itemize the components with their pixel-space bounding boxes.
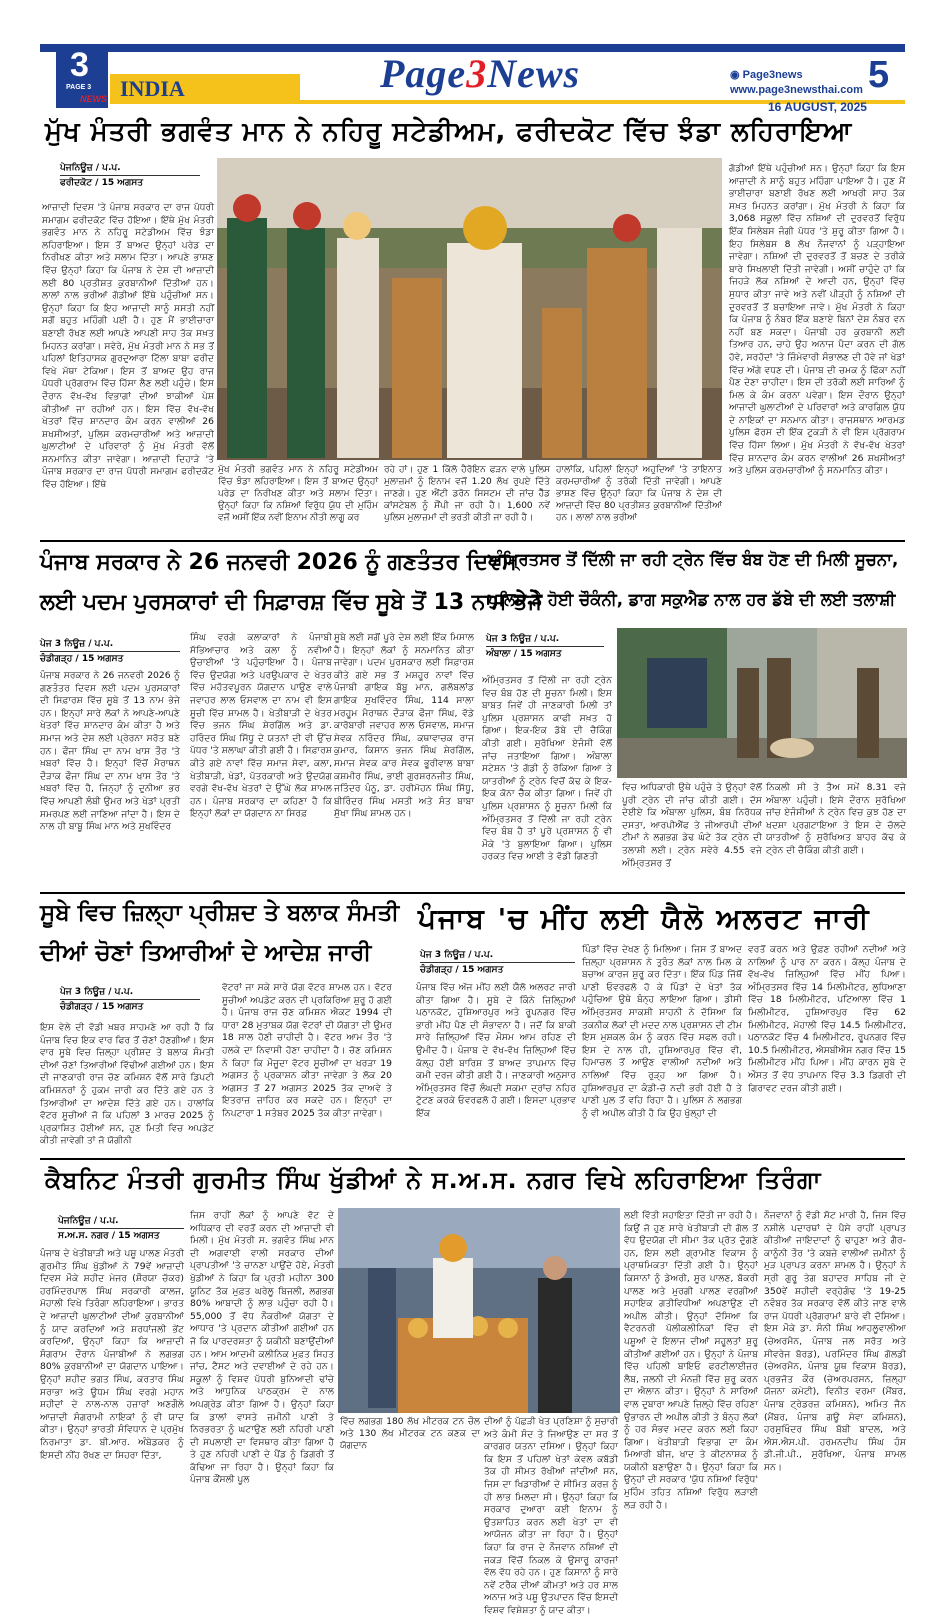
- logo-number: 3: [70, 46, 89, 84]
- story2-byline: [40, 637, 180, 666]
- story6-byline: [58, 1214, 184, 1243]
- story2-column-3: ਸੂਬੇ ਲਈ ਸਗੋਂ ਪੂਰੇ ਦੇਸ਼ ਲਈ ਇੱਕ ਮਿਸਾਲ ਹੈ। ਇਨ੍ਹਾਂ ਲੋਕਾਂ ਨੂੰ ਸਨਮਾਨਿਤ ਕੀਤਾ ਜਾਵੇਗਾ। ਪਦਮ ਪੁਰਸਕਾਰ ਲਈ ਸਿਫ਼ਾਰਸ਼ ਕੀਤੇ ਗਏ ਸਭ ਤੋਂ ਮਸ਼ਹੂਰ ਨਾਵਾਂ ਵਿੱਚ ਪੰਜਾਬੀ ਗਾਇਕ ਬੱਬੂ ਮਾਨ, ਗਲੋਬਲਾਂਡ ਗਾਇਕ ਸੁਖਵਿੰਦਰ ਸਿੰਘ, 114 ਸਾਲਾ ਮਰਹੂਮ ਮੈਰਾਥਨ ਦੌੜਾਕ ਫੌਜਾ ਸਿੰਘ, ਵੱਡੇ ਕਾਰੋਬਾਰੀ ਜਵਾਹਰ ਲਾਲ ਓਸਵਾਲ, ਸਮਾਜ ਸੇਵਕ ਨਰਿੰਦਰ ਸਿੰਘ, ਕਥਾਵਾਚਕ ਰਾਜ ਕੁਮਾਰ, ਕਿਸਾਨ ਭਜਨ ਸਿੰਘ ਸ਼ੇਰਗਿੱਲ, ਸਮਾਜ ਸੇਵਕ ਕਾਰ ਸੇਵਕ ਭੂਰੀਵਾਲ ਬਾਬਾ ਕਸ਼ਮੀਰ ਸਿੰਘ, ਭਾਈ ਗੁਰਸ਼ਰਨਜੀਤ ਸਿੰਘ, ਜਤਿੰਦਰ ਪੰਨੂ, ਡਾ. ਹਰੀਮੋਹਨ ਸਿੰਘ ਸਿੱਧੂ, ਬੀਰਿੰਦਰ ਸਿੰਘ ਮਸਤੀ ਅਤੇ ਸੰਤ ਬਾਬਾ ਸੁੱਖਾ ਸਿੰਘ ਸ਼ਾਮਲ ਹਨ।: [334, 632, 474, 820]
- social-handle-text: Page3news: [742, 69, 803, 81]
- byline-source: ਪੇਜ 3 ਨਿਊਜ਼ / ਪ.ਪ.: [486, 634, 560, 644]
- story5-column-1: ਪੰਜਾਬ ਵਿੱਚ ਅੱਜ ਮੀਂਹ ਲਈ ਯੈਲੋ ਅਲਰਟ ਜਾਰੀ ਕੀਤਾ ਗਿਆ ਹੈ। ਸੂਬੇ ਦੇ ਕਿੰਨੇ ਜ਼ਿਲ੍ਹਿਆਂ ਪਠਾਨਕੋਟ, ਹੁਸ਼ਿਆਰਪੁਰ ਅਤੇ ਰੂਪਨਗਰ ਵਿੱਚ ਭਾਰੀ ਮੀਂਹ ਪੈਣ ਦੀ ਸੰਭਾਵਨਾ ਹੈ। ਜਦੋਂ ਕਿ ਬਾਕੀ ਸਾਰੇ ਜ਼ਿਲ੍ਹਿਆਂ ਵਿੱਚ ਮੌਸਮ ਆਮ ਰਹਿਣ ਦੀ ਉਮੀਦ ਹੈ। ਪੰਜਾਬ ਦੇ ਵੱਖ-ਵੱਖ ਜ਼ਿਲ੍ਹਿਆਂ ਵਿੱਚ ਕੱਲ੍ਹ ਹੋਈ ਬਾਰਿਸ਼ ਤੋਂ ਬਾਅਦ ਤਾਪਮਾਨ ਵਿੱਚ ਕਮੀ ਦਰਜ ਕੀਤੀ ਗਈ ਹੈ। ਜਾਣਕਾਰੀ ਅਨੁਸਾਰ ਅੰਮ੍ਰਿਤਸਰ ਵਿੱਚੋਂ ਲੰਘਦੀ ਸਕਮਾ ਦ੍ਰਾਂਚ ਨਹਿਰ ਟੁੱਟਣ ਕਰਕੇ ਓਵਰਫਲੋ ਹੋ ਗਈ। ਇਸਦਾ ਪ੍ਰਭਾਵ ਇੱਕ: [416, 982, 576, 1119]
- story4-column-2: ਵੋਟਰਾਂ ਜਾ ਸਕੇ ਸਾਰੇ ਯੋਗ ਵੋਟਰ ਸ਼ਾਮਲ ਹਨ। ਵੋਟਰ ਸੂਚੀਆਂ ਅਪਡੇਟ ਕਰਨ ਦੀ ਪ੍ਰਕਿਰਿਆ ਸ਼ੁਰੂ ਹੋ ਗਈ ਹੈ। ਪੰਜਾਬ ਰਾਜ ਚੋਣ ਕਮਿਸ਼ਨ ਐਕਟ 1994 ਦੀ ਧਾਰਾ 28 ਮੁਤਾਬਕ ਯੋਗ ਵੋਟਰਾਂ ਦੀ ਯੋਗਤਾ ਦੀ ਉਮਰ 18 ਸਾਲ ਹੋਣੀ ਚਾਹੀਦੀ ਹੈ। ਵੋਟਰ ਆਮ ਤੌਰ 'ਤੇ ਹਲਕੇ ਦਾ ਨਿਵਾਸੀ ਹੋਣਾ ਚਾਹੀਦਾ ਹੈ। ਚੋਣ ਕਮਿਸ਼ਨ ਨੇ ਕਿਹਾ ਕਿ ਮੌਜੂਦਾ ਵੋਟਰ ਸੂਚੀਆਂ ਦਾ ਖਰੜਾ 19 ਅਗਸਤ ਨੂੰ ਪ੍ਰਕਾਸ਼ਨ ਕੀਤਾ ਜਾਵੇਗਾ ਤੇ ਲੋਕ 20 ਅਗਸਤ ਤੋਂ 27 ਅਗਸਤ 2025 ਤੱਕ ਦਾਅਵੇ ਤੇ ਇਤਰਾਜ਼ ਜ਼ਾਹਿਰ ਕਰ ਸਕਦੇ ਹਨ। ਇਨ੍ਹਾਂ ਦਾ ਨਿਪਟਾਰਾ 1 ਸਤੰਬਰ 2025 ਤੱਕ ਕੀਤਾ ਜਾਵੇਗਾ।: [222, 982, 392, 1119]
- byline-place: ਚੰਡੀਗੜ੍ਹ / 15 ਅਗਸਤ: [420, 962, 575, 977]
- brand-number: 3: [466, 51, 488, 96]
- logo-text: PAGE 3: [66, 84, 92, 91]
- divider: [40, 1158, 905, 1160]
- logo-news: NEWS: [80, 94, 107, 104]
- story3-column-2: ਵਿਚ ਅਧਿਕਾਰੀ ਉਥੇ ਪਹੁੰਚੇ ਤੇ ਉਨ੍ਹਾਂ ਵੱਲੋਂ ਪੂਰੀ ਟ੍ਰੇਨ ਦੀ ਜਾਂਚ ਕੀਤੀ ਗਈ। ਦੱਸ ਦੇਈਏ ਕਿ ਅੰਬਾਲਾ ਪੁਲਿਸ, ਬੰਬ ਨਿਰੋਧਕ ਦਸਤਾ, ਆਰਪੀਐੱਫ ਤੇ ਜੀਆਰਪੀ ਦੀਆਂ ਟੀਮਾਂ ਨੇ ਲਗਭਗ ਡੇਢ ਘੰਟੇ ਤੱਕ ਟ੍ਰੇਨ ਦੀ ਤਲਾਸ਼ੀ ਲਈ। ਟ੍ਰੇਨ ਸਵੇਰੇ 4.55 ਵਜੇ ਅੰਮ੍ਰਿਤਸਰ ਤੋਂ: [622, 782, 762, 869]
- story6-column-4: ਲਈ ਵਿੱਤੀ ਸਹਾਇਤਾ ਦਿੱਤੀ ਜਾ ਰਹੀ ਹੈ। ਕਿਉਂ ਜੋ ਹੁਣ ਸਾਰੇ ਖੇਤੀਬਾੜੀ ਦੀ ਗੱਲ ਤੋਂ ਵੱਧ ਉਦਯੋਗ ਦੀ ਸੀਮਾ ਤੱਕ ਪ੍ਰੋਤ ਦੁੱਗਣੇ ਹਨ, ਇਸ ਲਈ ਗ੍ਰਾਮੀਣ ਵਿਕਾਸ ਨੂੰ ਪ੍ਰਾਥਮਿਕਤਾ ਦਿੱਤੀ ਗਈ ਹੈ। ਉਨ੍ਹਾਂ ਕਿਸਾਨਾਂ ਨੂੰ ਡੇਅਰੀ, ਸੂਰ ਪਾਲਣ, ਬੱਕਰੀ ਪਾਲਣ ਅਤੇ ਮੁਰਗੀ ਪਾਲਣ ਵਰਗੀਆਂ ਸਹਾਇਕ ਗਤੀਵਿਧੀਆਂ ਅਪਣਾਉਣ ਦੀ ਅਪੀਲ ਕੀਤੀ। ਉਨ੍ਹਾਂ ਦੱਸਿਆ ਕਿ ਵੈਟਰਨਰੀ ਪੋਲੀਕਲੀਨਿਕਾਂ ਵਿੱਚ ਵੀ ਪਸ਼ੂਆਂ ਦੇ ਇਲਾਜ ਦੀਆਂ ਸਹੂਲਤਾਂ ਸ਼ੁਰੂ ਕੀਤੀਆਂ ਗਈਆਂ ਹਨ। ਉਨ੍ਹਾਂ ਨੇ ਪੰਜਾਬ ਵਿੱਚ ਪਹਿਲੀ ਬਾਇਓ ਫਰਟੀਲਾਈਜ਼ਰ ਲੈਬ, ਜਲਨੀ ਦੀ ਮੰਨਜ਼ੀ ਵਿੱਚ ਸ਼ੁਰੂ ਕਰਨ ਦਾ ਐਲਾਨ ਕੀਤਾ। ਉਨ੍ਹਾਂ ਨੇ ਸਾਰਿਆਂ ਵਾਲ ਦੁਬਾਰਾ ਆਪਣੇ ਜ਼ਿਲ੍ਹੇ ਵਿੱਚ ਰਹਿਣਾ ਉਭਾਰਨ ਦੀ ਅਪੀਲ ਕੀਤੀ ਤੇ ਬੰਨ੍ਹ ਲੋਕਾਂ ਨੂੰ ਹਰ ਸੰਭਵ ਮਦਦ ਕਰਨ ਲਈ ਕਿਹਾ ਗਿਆ। ਖੇਤੀਬਾੜੀ ਵਿਭਾਗ ਦਾ ਕੰਮ ਮਿਆਰੀ ਬੀਜ, ਖਾਦ ਤੇ ਕੀਟਨਾਸ਼ਕ ਨੂੰ ਯਕੀਨੀ ਬਣਾਉਣਾ ਹੈ। ਉਨ੍ਹਾਂ ਕਿਹਾ ਕਿ ਉਨ੍ਹਾਂ ਦੀ ਸਰਕਾਰ 'ਯੁੱਧ ਨਸ਼ਿਆਂ ਵਿਰੁੱਧ' ਮੁਹਿੰਮ ਤਹਿਤ ਨਸ਼ਿਆਂ ਵਿਰੁੱਧ ਲੜਾਈ ਲੜ ਰਹੀ ਹੈ।: [624, 1210, 758, 1511]
- story5-column-3: ਵਰਤੋਂ ਕਰਨ ਅਤੇ ਉਫ਼ਣ ਰਹੀਆਂ ਨਦੀਆਂ ਅਤੇ ਨਾਲਿਆਂ ਨੂੰ ਪਾਰ ਨਾ ਕਰਨ। ਕੱਲ੍ਹ ਪੰਜਾਬ ਦੇ ਵੱਖ-ਵੱਖ ਜ਼ਿਲ੍ਹਿਆਂ ਵਿੱਚ ਮੀਂਹ ਪਿਆ। ਅੰਮ੍ਰਿਤਸਰ ਵਿੱਚ 14 ਮਿਲੀਮੀਟਰ, ਲੁਧਿਆਣਾ ਵਿੱਚ 18 ਮਿਲੀਮੀਟਰ, ਪਟਿਆਲਾ ਵਿੱਚ 1 ਮਿਲੀਮੀਟਰ, ਹੁਸ਼ਿਆਰਪੁਰ ਵਿੱਚ 62 ਮਿਲੀਮੀਟਰ, ਮੋਹਾਲੀ ਵਿੱਚ 14.5 ਮਿਲੀਮੀਟਰ, ਪਠਾਨਕੋਟ ਵਿੱਚ 4 ਮਿਲੀਮੀਟਰ, ਰੂਪਨਗਰ ਵਿੱਚ 10.5 ਮਿਲੀਮੀਟਰ, ਐਸਬੀਐਸ ਨਗਰ ਵਿੱਚ 15 ਮਿਲੀਮੀਟਰ ਮੀਂਹ ਪਿਆ। ਮੀਂਹ ਕਾਰਨ ਸੂਬੇ ਦੇ ਔਸਤ ਤੋਂ ਵੱਧ ਤਾਪਮਾਨ ਵਿੱਚ 3.3 ਡਿਗਰੀ ਦੀ ਗਿਰਾਵਟ ਦਰਜ ਕੀਤੀ ਗਈ।: [748, 944, 906, 1094]
- story3-column-1: ਅੰਮ੍ਰਿਤਸਰ ਤੋਂ ਦਿੱਲੀ ਜਾ ਰਹੀ ਟ੍ਰੇਨ ਵਿਚ ਬੰਬ ਹੋਣ ਦੀ ਸੂਚਨਾ ਮਿਲੀ। ਇਸ ਬਾਬਤ ਜਿਵੇਂ ਹੀ ਜਾਣਕਾਰੀ ਮਿਲੀ ਤਾਂ ਪੁਲਿਸ ਪ੍ਰਸ਼ਾਸਨ ਕਾਫੀ ਸਖ਼ਤ ਹੋ ਗਿਆ। ਇਕ-ਇਕ ਡੱਬੇ ਦੀ ਚੈਕਿੰਗ ਕੀਤੀ ਗਈ। ਸੁਰੱਖਿਆ ਏਜੰਸੀ ਵੱਲੋਂ ਜਾਂਚ ਜਤਾਇਆ ਗਿਆ। ਅੰਬਾਲਾ ਸਟੇਸ਼ਨ 'ਤੇ ਗੱਡੀ ਨੂੰ ਰੋਕਿਆ ਗਿਆ ਤੇ ਯਾਤਰੀਆਂ ਨੂੰ ਟ੍ਰੇਨ ਵਿਚੋਂ ਕੱਢ ਕੇ ਇਕ-ਇਕ ਕੋਨਾ ਚੈੱਕ ਕੀਤਾ ਗਿਆ। ਜਿਵੇਂ ਹੀ ਪੁਲਿਸ ਪ੍ਰਸ਼ਾਸਨ ਨੂੰ ਸੂਚਨਾ ਮਿਲੀ ਕਿ ਅੰਮ੍ਰਿਤਸਰ ਤੋਂ ਦਿੱਲੀ ਜਾ ਰਹੀ ਟ੍ਰੇਨ ਵਿਚ ਬੰਬ ਹੈ ਤਾਂ ਪੂਰੇ ਪ੍ਰਸ਼ਾਸਨ ਨੂੰ ਵੀ ਮੌਕੇ 'ਤੇ ਬੁਲਾਇਆ ਗਿਆ। ਪੁਲਿਸ ਹਰਕਤ ਵਿਚ ਆਈ ਤੇ ਵੱਡੀ ਗਿਣਤੀ: [482, 675, 612, 863]
- story6-column-2: ਜਿਸ ਰਾਹੀਂ ਲੋਕਾਂ ਨੂੰ ਆਪਣੇ ਵੋਟ ਦੇ ਅਧਿਕਾਰ ਦੀ ਵਰਤੋਂ ਕਰਨ ਦੀ ਆਜ਼ਾਦੀ ਵੀ ਮਿਲੀ। ਮੁੱਖ ਮੰਤਰੀ ਸ. ਭਗਵੰਤ ਸਿੰਘ ਮਾਨ ਦੀ ਅਗਵਾਈ ਵਾਲੀ ਸਰਕਾਰ ਦੀਆਂ ਪ੍ਰਾਪਤੀਆਂ 'ਤੇ ਚਾਨਣਾ ਪਾਉਂਦੇ ਹੋਏ, ਮੰਤਰੀ ਖੁੱਡੀਆਂ ਨੇ ਕਿਹਾ ਕਿ ਪ੍ਰਤੀ ਮਹੀਨਾ 300 ਯੂਨਿਟ ਤੱਕ ਮੁਫ਼ਤ ਘਰੇਲੂ ਬਿਜਲੀ, ਲਗਭਗ 80% ਆਬਾਦੀ ਨੂੰ ਲਾਭ ਪਹੁੰਚਾ ਰਹੀ ਹੈ। 55,000 ਤੋਂ ਵੱਧ ਨੌਕਰੀਆਂ ਯੋਗਤਾ ਦੇ ਆਧਾਰ 'ਤੇ ਪ੍ਰਦਾਨ ਕੀਤੀਆਂ ਗਈਆਂ ਹਨ ਜੋ ਕਿ ਪਾਰਦਰਸ਼ਤਾ ਨੂੰ ਯਕੀਨੀ ਬਣਾਉਂਦੀਆਂ ਹਨ। ਆਮ ਆਦਮੀ ਕਲੀਨਿਕ ਮੁਫ਼ਤ ਸਿਹਤ ਜਾਂਚ, ਟੈਸਟ ਅਤੇ ਦਵਾਈਆਂ ਦੇ ਰਹੇ ਹਨ। ਸਕੂਲਾਂ ਨੂੰ ਵਿਸ਼ਵ ਪੱਧਰੀ ਬੁਨਿਆਦੀ ਢਾਂਚੇ ਅਤੇ ਆਧੁਨਿਕ ਪਾਠਕ੍ਰਮ ਦੇ ਨਾਲ ਅਪਗ੍ਰੇਡ ਕੀਤਾ ਗਿਆ ਹੈ। ਉਨ੍ਹਾਂ ਕਿਹਾ ਕਿ ਡਾਲਾਂ ਵਾਸਤੇ ਜ਼ਮੀਨੀ ਪਾਣੀ ਤੇ ਨਿਰਭਰਤਾ ਨੂੰ ਘਟਾਉਣ ਲਈ ਨਹਿਰੀ ਪਾਣੀ ਦੀ ਸਪਲਾਈ ਦਾ ਵਿਸਥਾਰ ਕੀਤਾ ਗਿਆ ਹੈ ਤੇ ਹੁਣ ਨਹਿਰੀ ਪਾਣੀ ਦੇ ਪੈਂਡ ਨੂੰ ਡਿਗਰੀ ਤੋਂ ਕੱਢਿਆ ਜਾ ਰਿਹਾ ਹੈ। ਉਨ੍ਹਾਂ ਕਿਹਾ ਕਿ ਪੰਜਾਬ ਕੌਂਸਲੀ ਪੂਲ: [190, 1210, 334, 1486]
- divider: [40, 892, 905, 894]
- story5-column-2: ਪਿੰਡਾਂ ਵਿੱਚ ਦੇਖਣ ਨੂੰ ਮਿਲਿਆ। ਜਿਸ ਤੋਂ ਬਾਅਦ ਜ਼ਿਲ੍ਹਾ ਪ੍ਰਸ਼ਾਸਨ ਨੇ ਤੁਰੰਤ ਲੋਕਾਂ ਨਾਲ ਮਿਲ ਕੇ ਬਚਾਅ ਕਾਰਜ ਸ਼ੁਰੂ ਕਰ ਦਿੱਤਾ। ਇੱਕ ਪਿੰਡ ਜਿੱਥੋਂ ਪਾਣੀ ਓਵਰਫਲੋ ਹੋ ਕੇ ਪਿੰਡਾਂ ਦੇ ਖੇਤਾਂ ਤੱਕ ਪਹੁੰਚਿਆ ਉਥੇ ਬੰਨ੍ਹ ਲਾਇਆ ਗਿਆ। ਡੀਸੀ ਅੰਮ੍ਰਿਤਸਰ ਸਾਕਸ਼ੀ ਸਾਹਨੀ ਨੇ ਦੱਸਿਆ ਕਿ ਤਕਨੀਕ ਲੋਕਾਂ ਦੀ ਮਦਦ ਨਾਲ ਪ੍ਰਸ਼ਾਸਨ ਦੀ ਟੀਮ ਇਸ ਮੁਸ਼ਕਲ ਕੰਮ ਨੂੰ ਕਰਨ ਵਿੱਚ ਸਫਲ ਰਹੀ। ਇਸ ਦੇ ਨਾਲ ਹੀ, ਹੁਸ਼ਿਆਰਪੁਰ ਵਿੱਚ ਵੀ, ਹਿਮਾਚਲ ਤੋਂ ਆਉਣ ਵਾਲੀਆਂ ਨਦੀਆਂ ਅਤੇ ਨਾਲਿਆਂ ਵਿੱਚ ਰੁੜ੍ਹ ਆ ਗਿਆ ਹੈ। ਹੁਸ਼ਿਆਰਪੁਰ ਦਾ ਕੰਡੀ-ਚੋ ਨਦੀ ਭਰੀ ਹੋਈ ਹੈ ਤੇ ਪਾਣੀ ਪੁਲ ਤੋਂ ਵਹਿ ਰਿਹਾ ਹੈ। ਪੁਲਿਸ ਨੇ ਲਗਭਗ ਨੂੰ ਵੀ ਅਪੀਲ ਕੀਤੀ ਹੈ ਕਿ ਉਹ ਖੁੱਲ੍ਹਾਂ ਦੀ: [582, 944, 742, 1119]
- story4-column-1: ਇਸ ਵੇਲੇ ਦੀ ਵੱਡੀ ਖ਼ਬਰ ਸਾਹਮਣੇ ਆ ਰਹੀ ਹੈ ਕਿ ਪੰਜਾਬ ਵਿਚ ਇਕ ਵਾਰ ਫਿਰ ਤੋਂ ਚੋਣਾਂ ਹੋਣਗੀਆਂ। ਇਸ ਵਾਰ ਸੂਬੇ ਵਿਚ ਜ਼ਿਲ੍ਹਾ ਪ੍ਰੀਸ਼ਦ ਤੇ ਬਲਾਕ ਸੰਮਤੀ ਦੀਆਂ ਚੋਣਾਂ ਤਿਆਰੀਆਂ ਵਿੱਢੀਆਂ ਗਈਆਂ ਹਨ। ਇਸ ਦੀ ਜਾਣਕਾਰੀ ਰਾਜ ਚੋਣ ਕਮਿਸ਼ਨ ਵੱਲੋਂ ਸਾਰੇ ਡਿਪਟੀ ਕਮਿਸ਼ਨਰਾਂ ਨੂੰ ਹੁਕਮ ਜਾਰੀ ਕਰ ਦਿੱਤੇ ਗਏ ਹਨ ਤੇ ਤਿਆਰੀਆਂ ਦਾ ਆਦੇਸ਼ ਦਿੱਤੇ ਗਏ ਹਨ। ਹਾਲਾਂਕਿ ਵੋਟਰ ਸੂਚੀਆਂ ਜੋ ਕਿ ਪਹਿਲਾਂ 3 ਮਾਰਚ 2025 ਨੂੰ ਪ੍ਰਕਾਸ਼ਿਤ ਹੋਈਆਂ ਸਨ, ਹੁਣ ਮਿਤੀ ਵਿਚ ਅਪਡੇਟ ਕੀਤੀ ਜਾਵੇਗੀ ਤਾਂ ਜੋ ਯੋਗੀਨੀ: [40, 1022, 214, 1147]
- story2-column-2: ਸਿੰਘ ਵਰਗੇ ਕਲਾਕਾਰਾਂ ਨੇ ਪੰਜਾਬੀ ਸੱਭਿਆਚਾਰ ਅਤੇ ਕਲਾ ਨੂੰ ਨਵੀਆਂ ਉਚਾਈਆਂ 'ਤੇ ਪਹੁੰਚਾਇਆ ਹੈ। ਪੰਜਾਬ ਵਿੱਚ ਉਦਯੋਗ ਅਤੇ ਪਰਉਪਕਾਰ ਦੇ ਖੇਤਰ ਵਿੱਚ ਮਹੱਤਵਪੂਰਨ ਯੋਗਦਾਨ ਪਾਉਣ ਵਾਲੇ ਜਵਾਹਰ ਲਾਲ ਓਸਵਾਲ ਦਾ ਨਾਮ ਵੀ ਇਸ ਸੂਚੀ ਵਿੱਚ ਸ਼ਾਮਲ ਹੈ। ਖੇਤੀਬਾੜੀ ਦੇ ਖੇਤਰ ਵਿੱਚ ਭਜਨ ਸਿੰਘ ਸ਼ੇਰਗਿੱਲ ਅਤੇ ਡਾ. ਹਰਿੰਦਰ ਸਿੰਘ ਸਿੱਧੂ ਦੇ ਯਤਨਾਂ ਦੀ ਵੀ ਉੱਚ ਪੱਧਰ 'ਤੇ ਸ਼ਲਾਘਾ ਕੀਤੀ ਗਈ ਹੈ। ਸਿਫ਼ਾਰਸ਼ ਕੀਤੇ ਗਏ ਨਾਵਾਂ ਵਿੱਚ ਸਮਾਜ ਸੇਵਾ, ਕਲਾ, ਖੇਤੀਬਾੜੀ, ਖੇਡਾਂ, ਪੱਤਰਕਾਰੀ ਅਤੇ ਉਦਯੋਗ ਵਰਗੇ ਵੱਖ-ਵੱਖ ਖੇਤਰਾਂ ਦੇ ਉੱਘੇ ਲੋਕ ਸ਼ਾਮਲ ਹਨ। ਪੰਜਾਬ ਸਰਕਾਰ ਦਾ ਕਹਿਣਾ ਹੈ ਕਿ ਇਨ੍ਹਾਂ ਲੋਕਾਂ ਦਾ ਯੋਗਦਾਨ ਨਾ ਸਿਰਫ਼: [190, 632, 332, 820]
- story1-byline: [60, 161, 200, 190]
- masthead: [40, 42, 905, 116]
- story3-column-3: ਨਿਕਲੀ ਸੀ ਤੇ ਤੈਅ ਸਮੇਂ 8.31 ਵਜੇ ਅੰਬਾਲਾ ਪਹੁੰਚੀ। ਇਸੇ ਦੌਰਾਨ ਸੁਰੱਖਿਆ ਜਾਂਚ ਏਜੰਸੀਆਂ ਨੇ ਟ੍ਰੇਨ ਵਿਚ ਕੁਝ ਹੋਣ ਦਾ ਖਦਸ਼ਾ ਪ੍ਰਗਟਾਇਆ ਤੇ ਇਸ ਦੇ ਚੱਲਦੇ ਯਾਤਰੀਆਂ ਨੂੰ ਸੁਰੱਖਿਅਤ ਬਾਹਰ ਕੱਢ ਕੇ ਟ੍ਰੇਨ ਦੀ ਚੈਕਿੰਗ ਕੀਤੀ ਗਈ।: [766, 782, 906, 856]
- brand-right: News: [487, 51, 581, 96]
- facebook-icon: ◉: [730, 69, 743, 81]
- byline-source: ਪੇਜ 3 ਨਿਊਜ਼ / ਪ.ਪ.: [40, 639, 114, 649]
- story1-caption-a: ਮੁੱਖ ਮੰਤਰੀ ਭਗਵੰਤ ਮਾਨ ਨੇ ਨਹਿਰੂ ਸਟੇਡੀਅਮ ਵਿੱਚ ਝੰਡਾ ਲਹਿਰਾਇਆ। ਇਸ ਤੋਂ ਬਾਅਦ ਉਨ੍ਹਾਂ ਪਰੇਡ ਦਾ ਨਿਰੀਖਣ ਕੀਤਾ ਅਤੇ ਸਲਾਮ ਦਿੱਤਾ। ਉਨ੍ਹਾਂ ਕਿਹਾ ਕਿ ਨਸ਼ਿਆਂ ਵਿਰੁੱਧ ਯੁੱਧ ਦੀ ਮੁਹਿੰਮ ਵਜੋਂ ਅਸੀਂ ਇੱਕ ਨਵੀਂ ਇਨਾਮ ਨੀਤੀ ਲਾਗੂ ਕਰ: [218, 465, 378, 523]
- story1-caption-b: ਰਹੇ ਹਾਂ। ਹੁਣ 1 ਕਿੱਲੋ ਹੈਰੋਇਨ ਫੜਨ ਵਾਲੇ ਪੁਲਿਸ ਮੁਲਾਜ਼ਮਾਂ ਨੂੰ ਇਨਾਮ ਵਜੋਂ 1.20 ਲੱਖ ਰੁਪਏ ਦਿੱਤੇ ਜਾਣਗੇ। ਹੁਣ ਐਂਟੀ ਡਰੋਨ ਸਿਸਟਮ ਦੀ ਜਾਂਚ ਹੈੱਡ ਕਾਂਸਟੇਬਲ ਨੂੰ ਸੌਂਪੀ ਜਾ ਰਹੀ ਹੈ। 1,600 ਨਵੇਂ ਪੁਲਿਸ ਮੁਲਾਜ਼ਮਾਂ ਦੀ ਭਰਤੀ ਕੀਤੀ ਜਾ ਰਹੀ ਹੈ।: [384, 465, 550, 523]
- story4-headline-line1: ਸੂਬੇ ਵਿਚ ਜ਼ਿਲ੍ਹਾ ਪ੍ਰੀਸ਼ਦ ਤੇ ਬਲਾਕ ਸੰਮਤੀ: [40, 900, 400, 926]
- byline-source: ਪੇਜ 3 ਨਿਊਜ਼ / ਪ.ਪ.: [420, 950, 494, 960]
- social-handle[interactable]: [730, 68, 803, 81]
- byline-source: ਪੇਜਨਿਊਜ਼ / ਪ.ਪ.: [58, 1216, 119, 1226]
- story1-headline: ਮੁੱਖ ਮੰਤਰੀ ਭਗਵੰਤ ਮਾਨ ਨੇ ਨਹਿਰੂ ਸਟੇਡੀਅਮ, ਫਰੀਦਕੋਟ ਵਿੱਚ ਝੰਡਾ ਲਹਿਰਾਇਆ: [45, 117, 853, 147]
- issue-date: 16 AUGUST, 2025: [768, 100, 867, 114]
- story6-column-1: ਪੰਜਾਬ ਦੇ ਖੇਤੀਬਾੜੀ ਅਤੇ ਪਸ਼ੂ ਪਾਲਣ ਮੰਤਰੀ ਗੁਰਮੀਤ ਸਿੰਘ ਖੁੱਡੀਆਂ ਨੇ 79ਵੇਂ ਆਜ਼ਾਦੀ ਦਿਵਸ ਮੌਕੇ ਸ਼ਹੀਦ ਮੇਜਰ (ਸ਼ੌਰਯਾ ਚੱਕਰ) ਹਰਮਿੰਦਰਪਾਲ ਸਿੰਘ ਸਰਕਾਰੀ ਕਾਲਜ, ਮੋਹਾਲੀ ਵਿਖੇ ਤਿਰੰਗਾ ਲਹਿਰਾਇਆ। ਭਾਰਤ ਦੇ ਆਜ਼ਾਦੀ ਘੁਲਾਟੀਆਂ ਦੀਆਂ ਕੁਰਬਾਨੀਆਂ ਨੂੰ ਯਾਦ ਕਰਦਿਆਂ ਅਤੇ ਸ਼ਰਧਾਂਜਲੀ ਭੇਂਟ ਕਰਦਿਆਂ, ਉਨ੍ਹਾਂ ਕਿਹਾ ਕਿ ਆਜ਼ਾਦੀ ਸੰਗਰਾਮ ਦੌਰਾਨ ਪੰਜਾਬੀਆਂ ਨੇ ਲਗਭਗ 80% ਕੁਰਬਾਨੀਆਂ ਦਾ ਯੋਗਦਾਨ ਪਾਇਆ। ਉਨ੍ਹਾਂ ਸ਼ਹੀਦ ਭਗਤ ਸਿੰਘ, ਕਰਤਾਰ ਸਿੰਘ ਸਰਾਭਾ ਅਤੇ ਊਧਮ ਸਿੰਘ ਵਰਗੇ ਮਹਾਨ ਸ਼ਹੀਦਾਂ ਦੇ ਨਾਲ-ਨਾਲ ਹਜ਼ਾਰਾਂ ਅਣਗੌਲੇ ਆਜ਼ਾਦੀ ਸੰਗਰਾਮੀ ਨਾਇਕਾਂ ਨੂੰ ਵੀ ਯਾਦ ਕੀਤਾ। ਉਨ੍ਹਾਂ ਭਾਰਤੀ ਸੰਵਿਧਾਨ ਦੇ ਪ੍ਰਮੁੱਖ ਨਿਰਮਾਤਾ ਡਾ. ਬੀ.ਆਰ. ਅੰਬੇਡਕਰ ਨੂੰ ਇਸਦੀ ਨੀਂਹ ਰੱਖਣ ਦਾ ਸਿਹਰਾ ਦਿੱਤਾ,: [40, 1248, 184, 1461]
- story1-photo: [217, 158, 722, 460]
- brand-title: [380, 50, 580, 97]
- story1-column-right: ਗੱਡੀਆਂ ਇੱਥੇ ਪਹੁੰਚੀਆਂ ਸਨ। ਉਨ੍ਹਾਂ ਕਿਹਾ ਕਿ ਇਸ ਆਜ਼ਾਦੀ ਨੇ ਸਾਨੂੰ ਬਹੁਤ ਮਹਿੰਗਾ ਪਾਇਆ ਹੈ। ਹੁਣ ਮੈਂ ਭਾਈਚਾਰਾ ਬਣਾਈ ਰੱਖਣ ਲਈ ਆਖਰੀ ਸਾਹ ਤੱਕ ਸਖ਼ਤ ਮਿਹਨਤ ਕਰਾਂਗਾ। ਮੁੱਖ ਮੰਤਰੀ ਨੇ ਕਿਹਾ ਕਿ 3,068 ਸਕੂਲਾਂ ਵਿੱਚ ਨਸ਼ਿਆਂ ਦੀ ਦੁਰਵਰਤੋਂ ਵਿਰੁੱਧ ਇੱਕ ਸਿਲੇਬਸ ਜੰਗੀ ਪੱਧਰ 'ਤੇ ਸ਼ੁਰੂ ਕੀਤਾ ਗਿਆ ਹੈ। ਇਹ ਸਿਲੇਬਸ 8 ਲੱਖ ਨੌਜਵਾਨਾਂ ਨੂੰ ਪੜ੍ਹਾਇਆ ਜਾਵੇਗਾ। ਨਸ਼ਿਆਂ ਦੀ ਦੁਰਵਰਤੋਂ ਤੋਂ ਬਚਣ ਦੇ ਤਰੀਕੇ ਬਾਰੇ ਸਿਖਲਾਈ ਦਿੱਤੀ ਜਾਵੇਗੀ। ਅਸੀਂ ਚਾਹੁੰਦੇ ਹਾਂ ਕਿ ਜਿਹੜੇ ਲੋਕ ਨਸ਼ਿਆਂ ਦੇ ਆਦੀ ਹਨ, ਉਨ੍ਹਾਂ ਵਿੱਚ ਸੁਧਾਰ ਕੀਤਾ ਜਾਵੇ ਅਤੇ ਨਵੀਂ ਪੀੜ੍ਹੀ ਨੂੰ ਨਸ਼ਿਆਂ ਦੀ ਦੁਰਵਰਤੋਂ ਤੋਂ ਬਚਾਇਆ ਜਾਵੇ। ਮੁੱਖ ਮੰਤਰੀ ਨੇ ਕਿਹਾ ਕਿ ਪੰਜਾਬ ਨੂੰ ਨੰਬਰ ਇੱਕ ਬਣਾਏ ਬਿਨਾਂ ਦੇਸ਼ ਨੰਬਰ ਵਨ ਨਹੀਂ ਬਣ ਸਕਦਾ। ਪੰਜਾਬੀ ਹਰ ਕੁਰਬਾਨੀ ਲਈ ਤਿਆਰ ਹਨ, ਚਾਹੇ ਉਹ ਅਨਾਜ ਪੈਦਾ ਕਰਨ ਦੀ ਗੱਲ ਹੋਵੇ, ਸਰਹੱਦਾਂ 'ਤੇ ਜ਼ਿੰਮੇਵਾਰੀ ਸੰਭਾਲਣ ਦੀ ਹੋਵੇ ਜਾਂ ਖੇਡਾਂ ਵਿੱਚ ਅੱਗੇ ਵਧਣ ਦੀ। ਪੰਜਾਬ ਦੀ ਚਮਕ ਨੂੰ ਫਿੱਕਾ ਨਹੀਂ ਪੈਣ ਦੇਣਾ ਚਾਹੀਦਾ। ਇਸ ਦੀ ਤਰੱਕੀ ਲਈ ਸਾਰਿਆਂ ਨੂੰ ਮਿਲ ਕੇ ਕੰਮ ਕਰਨਾ ਪਵੇਗਾ। ਇਸ ਦੌਰਾਨ ਉਨ੍ਹਾਂ ਆਜ਼ਾਦੀ ਘੁਲਾਟੀਆਂ ਦੇ ਪਰਿਵਾਰਾਂ ਅਤੇ ਕਾਰਗਿਲ ਯੁੱਧ ਦੇ ਨਾਇਕਾਂ ਦਾ ਸਨਮਾਨ ਕੀਤਾ। ਰਾਜਸਥਾਨ ਆਰਮਡ ਪੁਲਿਸ ਫੋਰਸ ਦੀ ਇੱਕ ਟੁਕੜੀ ਨੇ ਵੀ ਇਸ ਪ੍ਰੋਗਰਾਮ ਵਿੱਚ ਹਿੱਸਾ ਲਿਆ। ਮੁੱਖ ਮੰਤਰੀ ਨੇ ਵੱਖ-ਵੱਖ ਖੇਤਰਾਂ ਵਿੱਚ ਸ਼ਾਨਦਾਰ ਕੰਮ ਕਰਨ ਵਾਲੀਆਂ 26 ਸ਼ਖਸੀਅਤਾਂ ਅਤੇ ਪੁਲਿਸ ਕਰਮਚਾਰੀਆਂ ਨੂੰ ਸਨਮਾਨਿਤ ਕੀਤਾ।: [729, 163, 905, 477]
- story3-headline-line1: ਅੰਮ੍ਰਿਤਸਰ ਤੋਂ ਦਿੱਲੀ ਜਾ ਰਹੀ ਟ੍ਰੇਨ ਵਿੱਚ ਬੰਬ ਹੋਣ ਦੀ ਮਿਲੀ ਸੂਚਨਾ,: [488, 550, 899, 569]
- story6-headline: ਕੈਬਨਿਟ ਮੰਤਰੀ ਗੁਰਮੀਤ ਸਿੰਘ ਖੁੱਡੀਆਂ ਨੇ ਸ.ਅ.ਸ. ਨਗਰ ਵਿਖੇ ਲਹਿਰਾਇਆ ਤਿਰੰਗਾ: [45, 1166, 822, 1194]
- byline-place: ਚੰਡੀਗੜ੍ਹ / 15 ਅਗਸਤ: [60, 999, 200, 1014]
- byline-place: ਅੰਬਾਲਾ / 15 ਅਗਸਤ: [486, 646, 604, 661]
- story3-byline: [486, 632, 604, 661]
- story4-headline-line2: ਦੀਆਂ ਚੋਣਾਂ ਤਿਆਰੀਆਂ ਦੇ ਆਦੇਸ਼ ਜਾਰੀ: [40, 940, 372, 966]
- story5-headline: ਪੰਜਾਬ 'ਚ ਮੀਂਹ ਲਈ ਯੈਲੋ ਅਲਰਟ ਜਾਰੀ: [418, 902, 871, 935]
- story6-photo: [338, 1208, 620, 1413]
- story5-byline: [420, 948, 575, 977]
- brand-left: Page: [380, 51, 467, 96]
- story6-column-3: ਦੀਆਂ ਨੂੰ ਪੱਛੜੀ ਖੇਤ ਪ੍ਰਣਿਸ਼ਾ ਨੂੰ ਸੁਚਾਰੀ ਅਤੇ ਕੰਮੀ ਸੰਦ ਤੇ ਜਿਆਉਣ ਦਾ ਸਰ ਤੋਂ ਕਾਰਗਰ ਯਤਨਾ ਦਸਿਆ। ਉਨ੍ਹਾਂ ਕਿਹਾ ਕਿ ਇਸ ਤੋਂ ਪਹਿਲਾਂ ਖੇਤਾਂ ਕੇਵਲ ਕਬੱਡੀ ਤੱਕ ਹੀ ਸੀਮਤ ਰੱਖੀਆਂ ਜਾਂਦੀਆਂ ਸਨ, ਜਿਸ ਦਾ ਖਿਡਾਰੀਆਂ ਦੇ ਸੀਮਿਤ ਕਰਜ਼ ਨੂੰ ਹੀ ਲਾਭ ਮਿਲਦਾ ਸੀ। ਉਨ੍ਹਾਂ ਕਿਹਾ ਕਿ ਸਰਕਾਰ ਦੁਆਰਾ ਕਈ ਇਨਾਮ ਨੂੰ ਉਤਸ਼ਾਹਿਤ ਕਰਨ ਲਈ ਖੇਤਾਂ ਦਾ ਵੀ ਆਯੋਜਨ ਕੀਤਾ ਜਾ ਰਿਹਾ ਹੈ। ਉਨ੍ਹਾਂ ਕਿਹਾ ਕਿ ਰਾਜ ਦੇ ਨੌਜਵਾਨ ਨਸ਼ਿਆਂ ਦੀ ਜਕੜ ਵਿੱਚੋਂ ਨਿਕਲ ਕੇ ਉਸਾਰੂ ਕਾਰਜਾਂ ਵੱਲ ਵੱਧ ਰਹੇ ਹਨ। ਹੁਣ ਕਿਸਾਨਾਂ ਨੂੰ ਸਾਰੇ ਨਵੇਂ ਟਰੈਕ ਦੀਆਂ ਕੀਮਤਾਂ ਅਤੇ ਹਰ ਸਾਲ ਅਨਾਜ ਅਤੇ ਪਸ਼ੂ ਉਤਪਾਦਨ ਵਿੱਚ ਇਸਦੀ ਵਿਸ਼ਵ ਵਿਸ਼ੇਸ਼ਤਾ ਨੂੰ ਯਾਦ ਕੀਤਾ।: [484, 1416, 618, 1616]
- story6-column-5: ਨੌਜਵਾਨਾਂ ਨੂੰ ਵੱਡੀ ਸੱਟ ਮਾਰੀ ਹੈ, ਜਿਸ ਵਿੱਚ ਨਸ਼ੀਲੇ ਪਦਾਰਥਾਂ ਦੇ ਪੈਸੇ ਰਾਹੀਂ ਪ੍ਰਾਪਤ ਕੀਤੀਆਂ ਜਾਇਦਾਦਾਂ ਨੂੰ ਢਾਹੁਣਾ ਅਤੇ ਗੈਰ-ਕਾਨੂੰਨੀ ਤੌਰ 'ਤੇ ਕਬਜ਼ੇ ਵਾਲੀਆਂ ਜ਼ਮੀਨਾਂ ਨੂੰ ਮੁੜ ਪ੍ਰਾਪਤ ਕਰਨਾ ਸ਼ਾਮਲ ਹੈ। ਉਨ੍ਹਾਂ ਨੇ ਸ੍ਰੀ ਗੁਰੂ ਤੇਗ ਬਹਾਦਰ ਸਾਹਿਬ ਜੀ ਦੇ 350ਵੇਂ ਸ਼ਹੀਦੀ ਵਰ੍ਹੇਗੰਢ 'ਤੇ 19-25 ਨਵੰਬਰ ਤੱਕ ਸਰਕਾਰ ਵੱਲੋਂ ਕੀਤੇ ਜਾਣ ਵਾਲੇ ਰਾਜ ਪੱਧਰੀ ਪ੍ਰੋਗਰਾਮਾਂ ਬਾਰੇ ਵੀ ਦੱਸਿਆ। ਇਸ ਮੌਕੇ ਡਾ. ਸੰਨੀ ਸਿੰਘ ਆਹਲੂਵਾਲੀਆ (ਚੇਅਰਮੈਨ, ਪੰਜਾਬ ਜਲ ਸਰੋਤ ਅਤੇ ਸੀਵਰੇਜ ਬੋਰਡ), ਪਰਮਿੰਦਰ ਸਿੰਘ ਗੋਲਡੀ (ਚੇਅਰਮੈਨ, ਪੰਜਾਬ ਯੂਥ ਵਿਕਾਸ ਬੋਰਡ), ਪ੍ਰਭਜੋਤ ਕੌਰ (ਚੇਅਰਪਰਸਨ, ਜ਼ਿਲ੍ਹਾ ਯੋਜਨਾ ਕਮੇਟੀ), ਵਿਨੀਤ ਵਰਮਾ (ਮੈਂਬਰ, ਪੰਜਾਬ ਟ੍ਰੇਡਰਜ਼ ਕਮਿਸ਼ਨ), ਅਮਿਤ ਜੈਨ (ਮੈਂਬਰ, ਪੰਜਾਬ ਗਊ ਸੇਵਾ ਕਮਿਸ਼ਨ), ਹਰਸੁਖਿੰਦਰ ਸਿੰਘ ਬੱਬੀ ਬਾਦਲ, ਅਤੇ ਐਸ.ਐਸ.ਪੀ. ਹਰਮਨਦੀਪ ਸਿੰਘ ਹੰਸ ਡੀ.ਜੀ.ਪੀ., ਸੁਰੱਖਿਆ, ਪੰਜਾਬ ਸ਼ਾਮਲ ਸਨ।: [764, 1210, 906, 1473]
- story3-headline-line2: ਪੁਲਿਸ ਨੇ ਹੋਈ ਚੌਕੰਨੀ, ਡਾਗ ਸਕੁਐਡ ਨਾਲ ਹਰ ਡੱਬੇ ਦੀ ਲਈ ਤਲਾਸ਼ੀ: [488, 590, 896, 609]
- story1-caption-c: ਹਾਲਾਂਕਿ, ਪਹਿਲਾਂ ਇਨ੍ਹਾਂ ਅਹੁਦਿਆਂ 'ਤੇ ਤਾਇਨਾਤ ਕਰਮਚਾਰੀਆਂ ਨੂੰ ਤਰੱਕੀ ਦਿੱਤੀ ਜਾਵੇਗੀ। ਆਪਣੇ ਭਾਸ਼ਣ ਵਿੱਚ ਉਨ੍ਹਾਂ ਕਿਹਾ ਕਿ ਪੰਜਾਬ ਨੇ ਦੇਸ਼ ਦੀ ਆਜ਼ਾਦੀ ਵਿੱਚ 80 ਪ੍ਰਤੀਸ਼ਤ ਕੁਰਬਾਨੀਆਂ ਦਿੱਤੀਆਂ ਹਨ। ਲਾਲਾਂ ਨਾਲ ਭਰੀਆਂ: [556, 465, 722, 523]
- story2-headline-line2: ਲਈ ਪਦਮ ਪੁਰਸਕਾਰਾਂ ਦੀ ਸਿਫ਼ਾਰਸ਼ ਵਿੱਚ ਸੂਬੇ ਤੋਂ 13 ਨਾਮ ਭੇਜੇ: [40, 590, 542, 615]
- logo[interactable]: [56, 44, 108, 108]
- story2-column-1: ਪੰਜਾਬ ਸਰਕਾਰ ਨੇ 26 ਜਨਵਰੀ 2026 ਨੂੰ ਗਣਤੰਤਰ ਦਿਵਸ ਲਈ ਪਦਮ ਪੁਰਸਕਾਰਾਂ ਦੀ ਸਿਫ਼ਾਰਸ਼ ਵਿੱਚ ਸੂਬੇ ਤੋਂ 13 ਨਾਮ ਭੇਜੇ ਹਨ। ਇਨ੍ਹਾਂ ਸਾਰੇ ਲੋਕਾਂ ਨੇ ਆਪਣੇ-ਆਪਣੇ ਖੇਤਰਾਂ ਵਿੱਚ ਸ਼ਾਨਦਾਰ ਕੰਮ ਕੀਤਾ ਹੈ ਅਤੇ ਸਮਾਜ ਅਤੇ ਦੇਸ਼ ਲਈ ਪ੍ਰੇਰਨਾ ਸਰੋਤ ਬਣੇ ਹਨ। ਫੌਜਾ ਸਿੰਘ ਦਾ ਨਾਮ ਖਾਸ ਤੌਰ 'ਤੇ ਖ਼ਬਰਾਂ ਵਿੱਚ ਹੈ। ਇਨ੍ਹਾਂ ਵਿੱਚੋਂ ਮੈਰਾਥਨ ਦੌੜਾਕ ਫੌਜਾ ਸਿੰਘ ਦਾ ਨਾਮ ਖਾਸ ਤੌਰ 'ਤੇ ਖ਼ਬਰਾਂ ਵਿੱਚ ਹੈ, ਜਿਨ੍ਹਾਂ ਨੂੰ ਦੁਨੀਆ ਭਰ ਵਿੱਚ ਆਪਣੀ ਲੰਬੀ ਉਮਰ ਅਤੇ ਖੇਡਾਂ ਪ੍ਰਤੀ ਸਮਰਪਣ ਲਈ ਜਾਣਿਆ ਜਾਂਦਾ ਹੈ। ਇਸ ਦੇ ਨਾਲ ਹੀ ਬਾਬੂ ਸਿੰਘ ਮਾਨ ਅਤੇ ਸੁਖਵਿੰਦਰ: [40, 670, 180, 833]
- story3-photo: [617, 628, 907, 778]
- story1-column-1: ਆਜ਼ਾਦੀ ਦਿਵਸ 'ਤੇ ਪੰਜਾਬ ਸਰਕਾਰ ਦਾ ਰਾਜ ਪੱਧਰੀ ਸਮਾਗਮ ਫਰੀਦਕੋਟ ਵਿੱਚ ਹੋਇਆ। ਇੱਥੇ ਮੁੱਖ ਮੰਤਰੀ ਭਗਵੰਤ ਮਾਨ ਨੇ ਨਹਿਰੂ ਸਟੇਡੀਅਮ ਵਿੱਚ ਝੰਡਾ ਲਹਿਰਾਇਆ। ਇਸ ਤੋਂ ਬਾਅਦ ਉਨ੍ਹਾਂ ਪਰੇਡ ਦਾ ਨਿਰੀਖਣ ਕੀਤਾ ਅਤੇ ਸਲਾਮ ਦਿੱਤਾ। ਆਪਣੇ ਭਾਸ਼ਣ ਵਿੱਚ ਉਨ੍ਹਾਂ ਕਿਹਾ ਕਿ ਪੰਜਾਬ ਨੇ ਦੇਸ਼ ਦੀ ਆਜ਼ਾਦੀ ਲਈ 80 ਪ੍ਰਤੀਸ਼ਤ ਕੁਰਬਾਨੀਆਂ ਦਿੱਤੀਆਂ ਹਨ। ਲਾਲਾਂ ਨਾਲ ਭਰੀਆਂ ਗੱਡੀਆਂ ਇੱਥੇ ਪਹੁੰਚੀਆਂ ਸਨ। ਉਨ੍ਹਾਂ ਕਿਹਾ ਕਿ ਇਹ ਆਜ਼ਾਦੀ ਸਾਨੂੰ ਸਸਤੀ ਨਹੀਂ ਸਗੋਂ ਬਹੁਤ ਮਹਿੰਗੀ ਪਈ ਹੈ। ਹੁਣ ਮੈਂ ਭਾਈਚਾਰਾ ਬਣਾਈ ਰੱਖਣ ਲਈ ਆਪਣੇ ਆਪਣੀ ਸਾਹ ਤੱਕ ਸਖ਼ਤ ਮਿਹਨਤ ਕਰਾਂਗਾ। ਸਵੇਰੇ, ਮੁੱਖ ਮੰਤਰੀ ਮਾਨ ਨੇ ਸਭ ਤੋਂ ਪਹਿਲਾਂ ਇਤਿਹਾਸਕ ਗੁਰਦੁਆਰਾ ਟਿੱਲਾ ਬਾਬਾ ਫਰੀਦ ਵਿਖੇ ਮੱਥਾ ਟੇਕਿਆ। ਇਸ ਤੋਂ ਬਾਅਦ ਉਹ ਰਾਜ ਪੱਧਰੀ ਪ੍ਰੋਗਰਾਮ ਵਿੱਚ ਹਿੱਸਾ ਲੈਣ ਲਈ ਪਹੁੰਚੇ। ਇਸ ਦੌਰਾਨ ਵੱਖ-ਵੱਖ ਵਿਭਾਗਾਂ ਦੀਆਂ ਝਾਕੀਆਂ ਪੇਸ਼ ਕੀਤੀਆਂ ਜਾ ਰਹੀਆਂ ਹਨ। ਇਸ ਵਿੱਚ ਵੱਖ-ਵੱਖ ਖੇਤਰਾਂ ਵਿੱਚ ਸ਼ਾਨਦਾਰ ਕੰਮ ਕਰਨ ਵਾਲੀਆਂ 26 ਸ਼ਖਸੀਅਤਾਂ, ਪੁਲਿਸ ਕਰਮਚਾਰੀਆਂ ਅਤੇ ਆਜ਼ਾਦੀ ਘੁਲਾਟੀਆਂ ਦੇ ਪਰਿਵਾਰਾਂ ਨੂੰ ਮੁੱਖ ਮੰਤਰੀ ਵੱਲੋਂ ਸਨਮਾਨਿਤ ਕੀਤਾ ਜਾਵੇਗਾ। ਆਜ਼ਾਦੀ ਦਿਹਾੜੇ 'ਤੇ ਪੰਜਾਬ ਸਰਕਾਰ ਦਾ ਰਾਜ ਪੱਧਰੀ ਸਮਾਗਮ ਫਰੀਦਕੋਟ ਵਿੱਚ ਹੋਇਆ। ਇੱਥੇ: [42, 202, 214, 491]
- section-label: INDIA: [120, 76, 185, 101]
- byline-source: ਪੇਜਨਿਊਜ਼ / ਪ.ਪ.: [60, 163, 121, 173]
- byline-place: ਫਰੀਦਕੋਟ / 15 ਅਗਸਤ: [60, 175, 200, 190]
- byline-place: ਸ.ਅ.ਸ. ਨਗਰ / 15 ਅਗਸਤ: [58, 1228, 184, 1243]
- divider: [40, 540, 905, 542]
- page-number: 5: [868, 54, 890, 96]
- byline-place: ਚੰਡੀਗੜ੍ਹ / 15 ਅਗਸਤ: [40, 651, 180, 666]
- website-link[interactable]: www.page3newsthai.com: [730, 84, 863, 96]
- story2-headline-line1: ਪੰਜਾਬ ਸਰਕਾਰ ਨੇ 26 ਜਨਵਰੀ 2026 ਨੂੰ ਗਣਤੰਤਰ ਦਿਵਸ: [40, 550, 517, 575]
- story6-caption: ਵਿੱਚ ਲਗਭਗ 180 ਲੱਖ ਮੀਟਰਕ ਟਨ ਚੌਲ ਅਤੇ 130 ਲੱਖ ਮੀਟਰਕ ਟਨ ਕਣਕ ਦਾ ਯੋਗਦਾਨ: [340, 1417, 480, 1451]
- story4-byline: [60, 985, 200, 1014]
- byline-source: ਪੇਜ 3 ਨਿਊਜ਼ / ਪ.ਪ.: [60, 987, 134, 997]
